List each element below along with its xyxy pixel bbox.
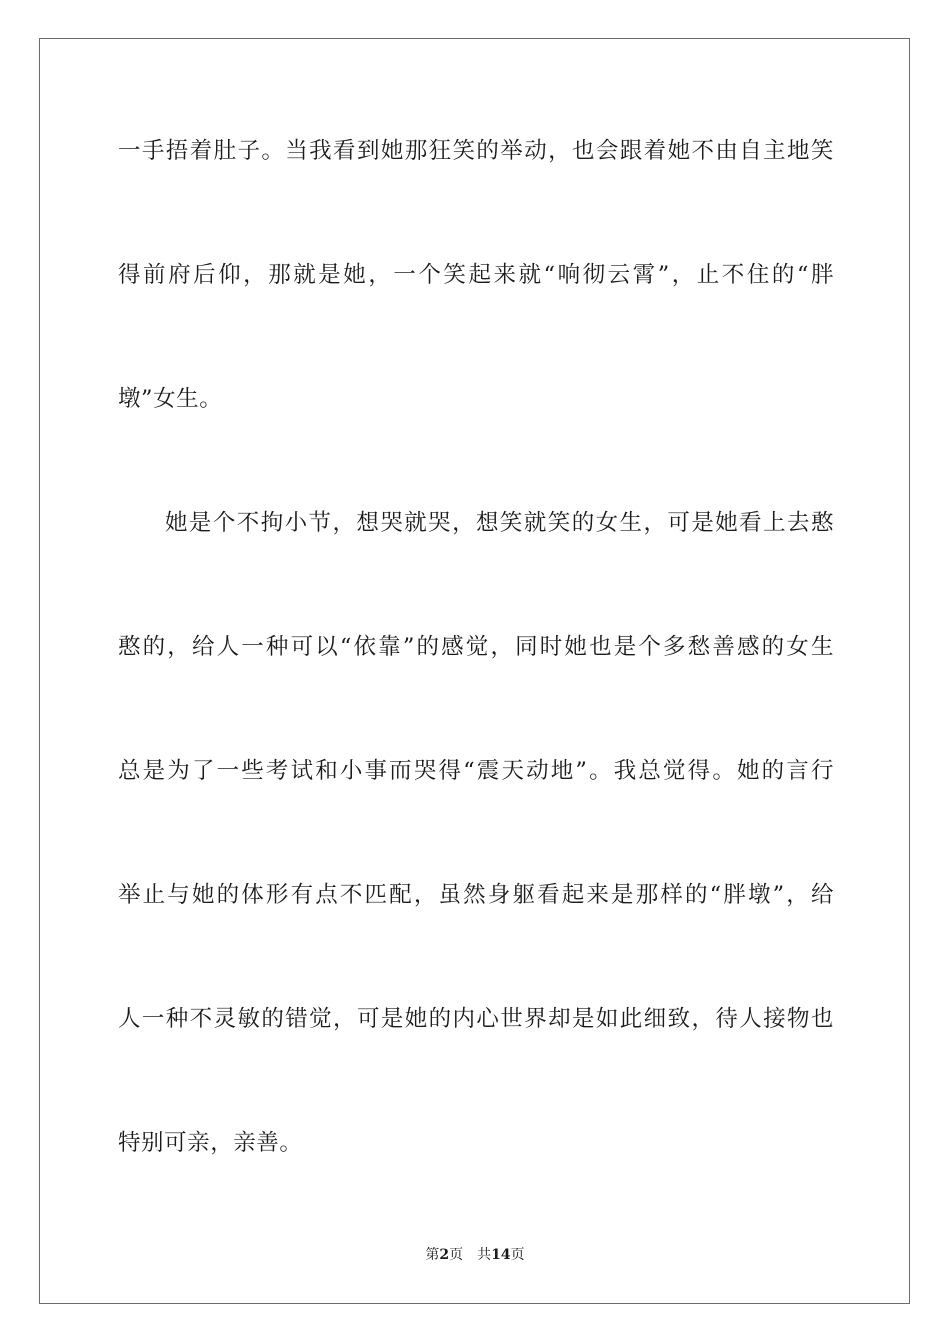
page-border bbox=[39, 38, 910, 1304]
total-pages: 14 bbox=[491, 1247, 511, 1263]
page-suffix: 页 bbox=[449, 1247, 464, 1263]
paragraph-2-line-4: 举止与她的体形有点不匹配，虽然身躯看起来是那样的“胖墩”，给 bbox=[118, 882, 834, 908]
paragraph-2-line-6: 特别可亲，亲善。 bbox=[118, 1130, 303, 1156]
paragraph-2-line-2: 憨的，给人一种可以“依靠”的感觉，同时她也是个多愁善感的女生 bbox=[118, 634, 834, 660]
paragraph-1-line-3: 墩”女生。 bbox=[118, 386, 223, 412]
page-prefix: 第 bbox=[425, 1247, 440, 1263]
total-suffix: 页 bbox=[510, 1247, 525, 1263]
page-footer bbox=[0, 1245, 950, 1265]
paragraph-2-line-5: 人一种不灵敏的错觉，可是她的内心世界却是如此细致，待人接物也 bbox=[118, 1006, 834, 1032]
page-number: 2 bbox=[439, 1247, 450, 1263]
paragraph-1-line-2: 得前府后仰，那就是她，一个笑起来就“响彻云霄”，止不住的“胖 bbox=[118, 262, 834, 288]
paragraph-2-line-3: 总是为了一些考试和小事而哭得“震天动地”。我总觉得。她的言行 bbox=[118, 758, 834, 784]
paragraph-2-line-1: 她是个不拘小节，想哭就哭，想笑就笑的女生，可是她看上去憨 bbox=[165, 510, 834, 536]
total-prefix: 共 bbox=[477, 1247, 492, 1263]
paragraph-1-line-1: 一手捂着肚子。当我看到她那狂笑的举动，也会跟着她不由自主地笑 bbox=[118, 138, 834, 164]
